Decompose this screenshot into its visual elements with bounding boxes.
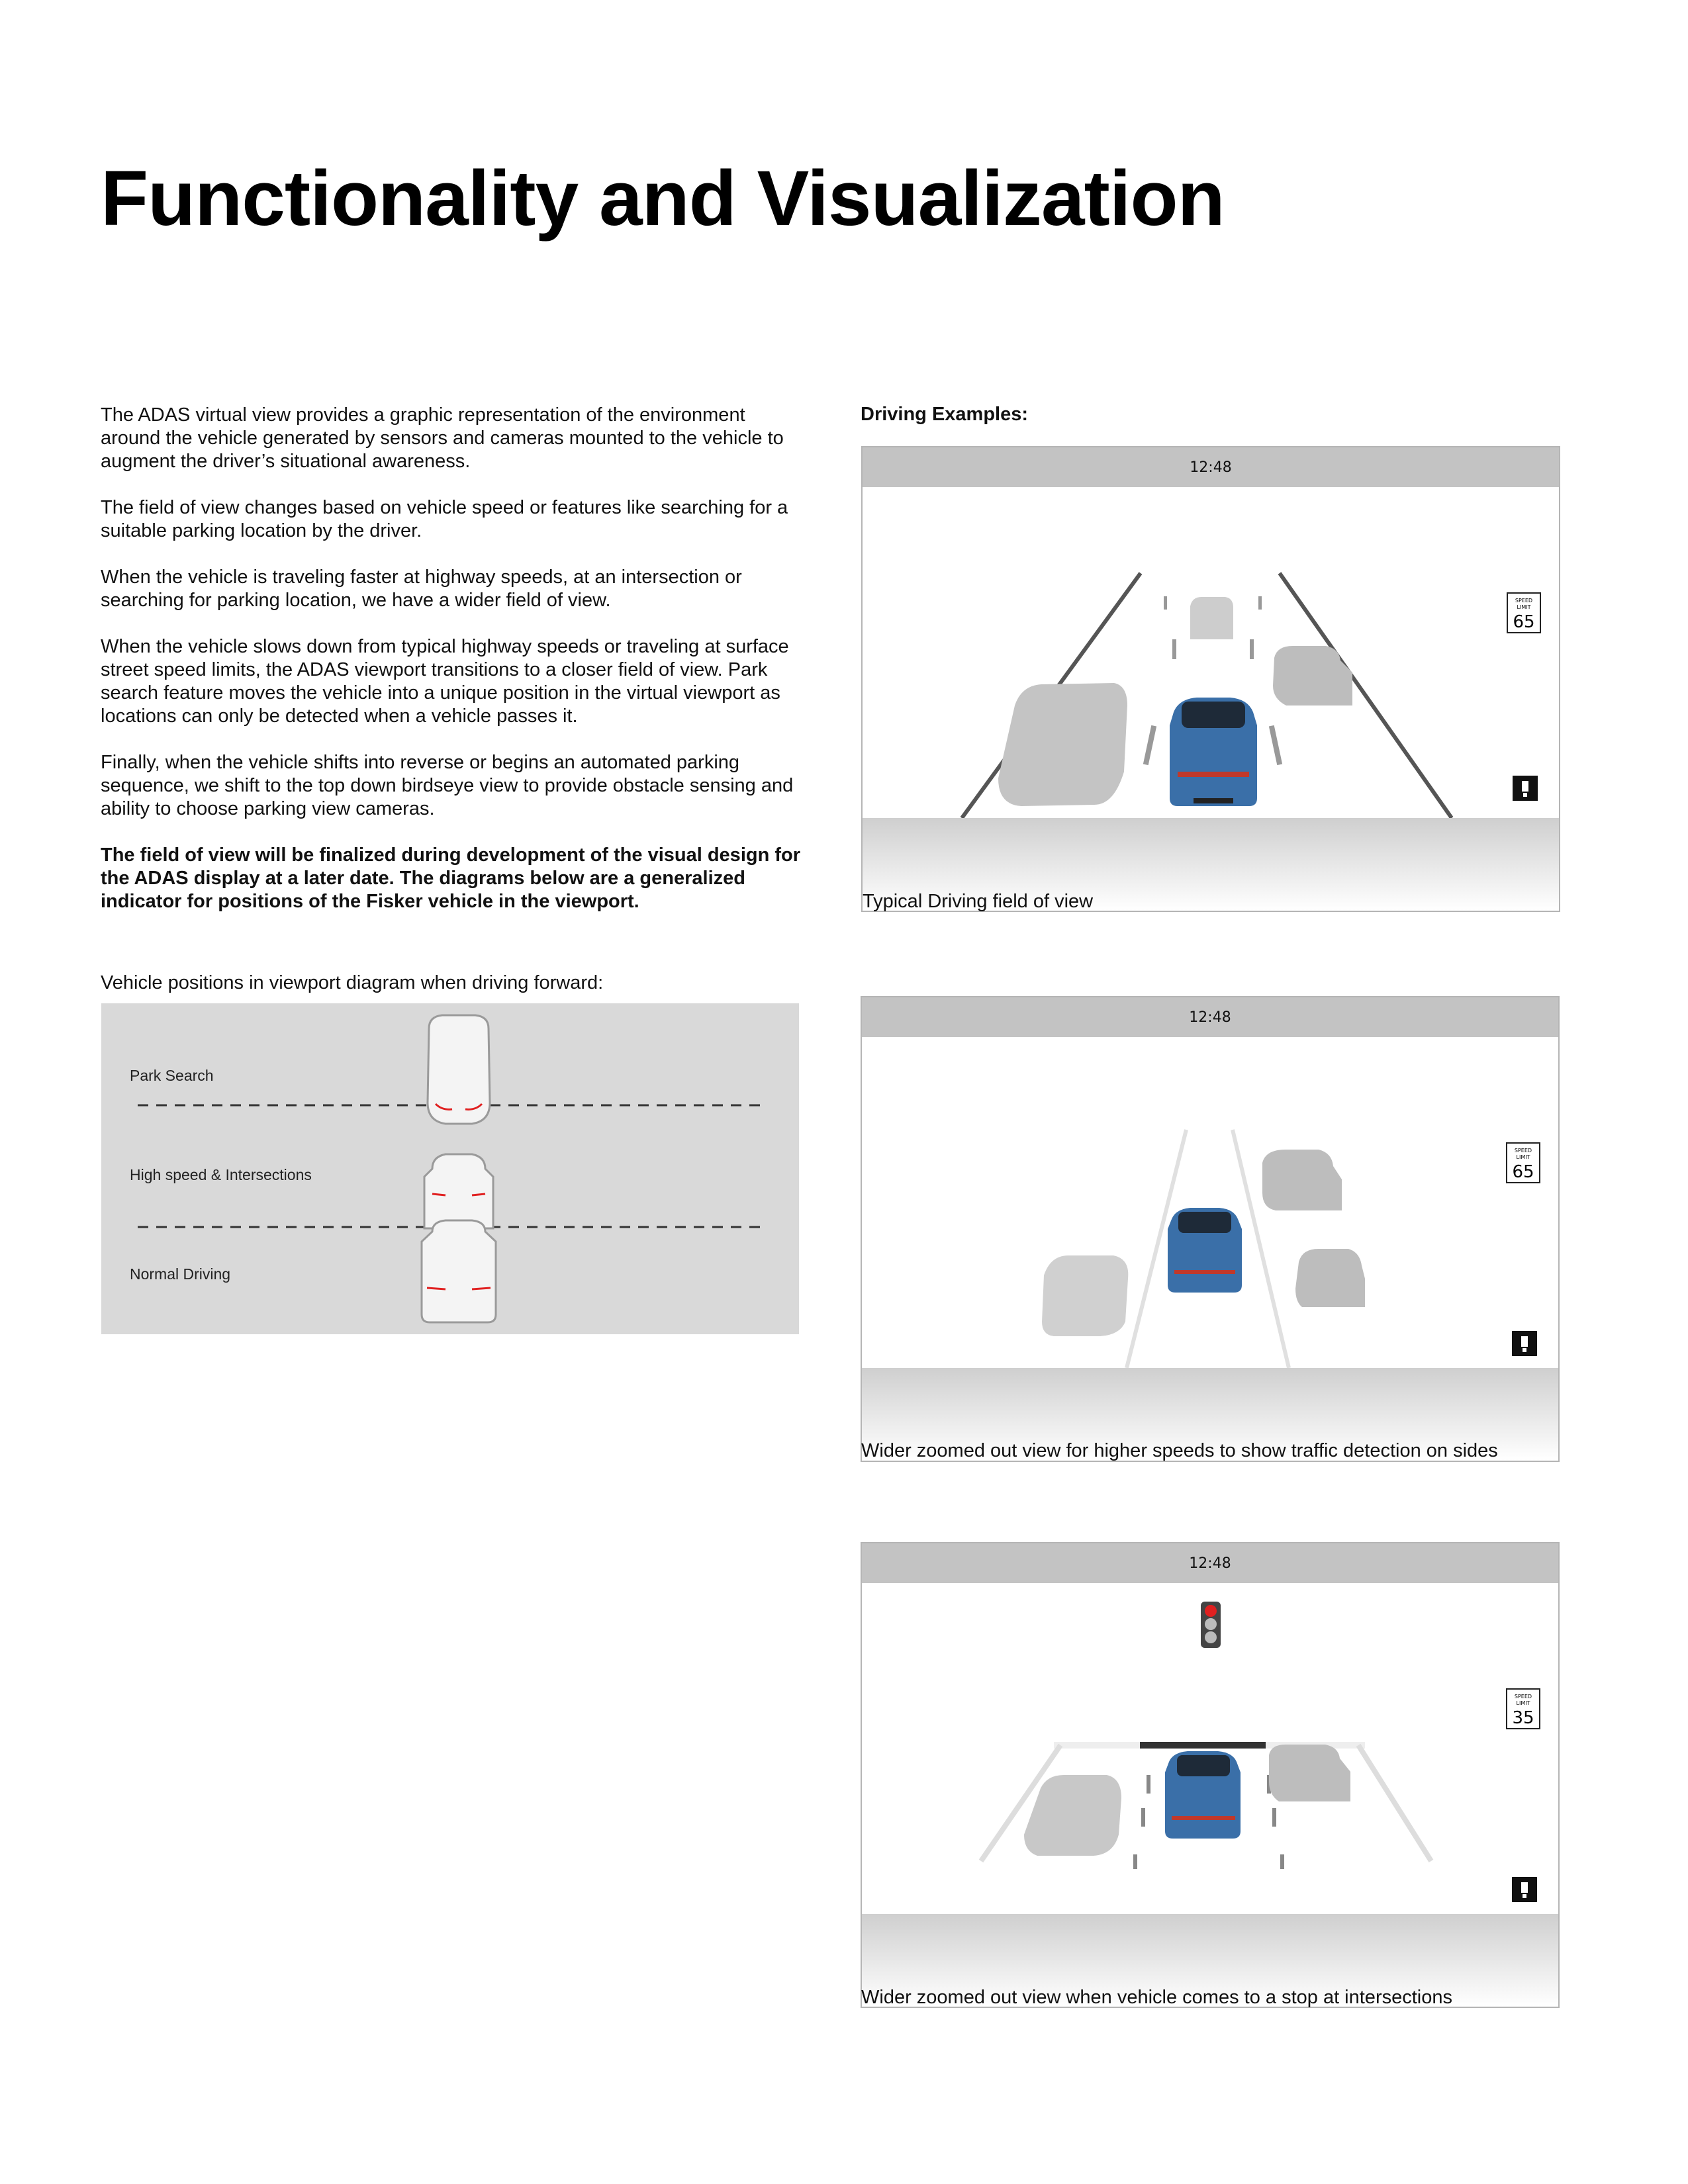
status-bar (862, 1543, 1558, 1583)
paragraph: Finally, when the vehicle shifts into reverse or begins an automated parking sequence, we shift to the top down birdseye view to provide obstacle sensing and ability to choose parking view cameras. (101, 752, 794, 819)
adas-screen-typical (861, 446, 1560, 912)
screen-caption: Typical Driving field of view (863, 891, 1094, 912)
clock: 12:48 (1189, 1555, 1231, 1572)
ego-vehicle-icon (1170, 698, 1257, 806)
scene (862, 1583, 1558, 1914)
traffic-vehicle-icon (1262, 1150, 1342, 1210)
alert-icon (1512, 1331, 1537, 1356)
traffic-vehicle-icon (1190, 597, 1233, 639)
viewport-position-diagram (101, 1003, 799, 1334)
ego-vehicle-icon (1168, 1208, 1242, 1293)
scene (863, 487, 1559, 818)
scene (862, 1037, 1558, 1368)
svg-text:SPEED: SPEED (1515, 598, 1533, 604)
adas-screen-high-speed (861, 996, 1560, 1462)
traffic-vehicle-icon (1273, 646, 1352, 705)
svg-text:LIMIT: LIMIT (1517, 604, 1531, 610)
svg-text:LIMIT: LIMIT (1516, 1700, 1530, 1706)
speed-limit-sign-icon (1507, 1689, 1540, 1729)
park-search-car-icon (428, 1015, 490, 1124)
status-bar (862, 997, 1558, 1037)
paragraph: The ADAS virtual view provides a graphic representation of the environment around the vehicle generated by sensors and cameras mounted to the vehicle to augment the driver’s situational awareness. (101, 404, 784, 472)
traffic-light-icon (1201, 1602, 1221, 1648)
normal-driving-car-icon (422, 1220, 496, 1322)
traffic-vehicle-icon (998, 683, 1127, 806)
svg-text:65: 65 (1512, 1162, 1534, 1182)
paragraph: When the vehicle is traveling faster at highway speeds, at an intersection or searching for parking location, we have a wider field of view. (101, 567, 742, 611)
description (101, 404, 802, 936)
label-park-search: Park Search (130, 1067, 214, 1084)
ego-vehicle-icon (1165, 1751, 1241, 1839)
svg-text:65: 65 (1513, 612, 1535, 632)
examples-title: Driving Examples: (861, 404, 1029, 425)
high-speed-car-icon (424, 1154, 493, 1228)
traffic-vehicle-icon (1042, 1255, 1128, 1336)
disclaimer-paragraph: The field of view will be finalized during development of the visual design for the ADAS display at a later date. The diagrams below are a generalized indicator for positions of the Fisker vehicle in the viewport. (101, 844, 801, 912)
clock: 12:48 (1190, 459, 1232, 476)
status-bar (863, 447, 1559, 487)
stop-line-shadow (1140, 1742, 1266, 1749)
svg-text:SPEED: SPEED (1514, 1694, 1532, 1700)
adas-screen-intersection (861, 1542, 1560, 2008)
lane-edge-right (1358, 1745, 1431, 1861)
traffic-vehicle-icon (1024, 1775, 1121, 1856)
label-normal-driving: Normal Driving (130, 1265, 231, 1283)
alert-icon (1513, 776, 1538, 801)
speed-limit-sign-icon (1507, 593, 1540, 633)
page-title: Functionality and Visualization (101, 155, 1225, 242)
clock: 12:48 (1189, 1009, 1231, 1026)
svg-text:35: 35 (1512, 1708, 1534, 1728)
alert-icon (1512, 1877, 1537, 1902)
svg-text:LIMIT: LIMIT (1516, 1154, 1530, 1160)
diagram-caption: Vehicle positions in viewport diagram when driving forward: (101, 972, 604, 993)
paragraph: When the vehicle slows down from typical highway speeds or traveling at surface street speed limits, the ADAS viewport transitions to a closer field of view. Park search feature moves the vehicle into a unique position in the virtual viewport as locations can only be detected when a vehicle passes it. (101, 636, 789, 727)
screen-caption: Wider zoomed out view when vehicle comes to a stop at intersections (861, 1987, 1452, 2008)
label-high-speed: High speed & Intersections (130, 1166, 312, 1183)
svg-text:SPEED: SPEED (1514, 1148, 1532, 1154)
screen-caption: Wider zoomed out view for higher speeds to show traffic detection on sides (861, 1440, 1498, 1461)
speed-limit-sign-icon (1507, 1143, 1540, 1183)
paragraph: The field of view changes based on vehicle speed or features like searching for a suitable parking location by the driver. (101, 497, 788, 541)
traffic-vehicle-icon (1269, 1745, 1350, 1801)
traffic-vehicle-icon (1295, 1249, 1365, 1307)
